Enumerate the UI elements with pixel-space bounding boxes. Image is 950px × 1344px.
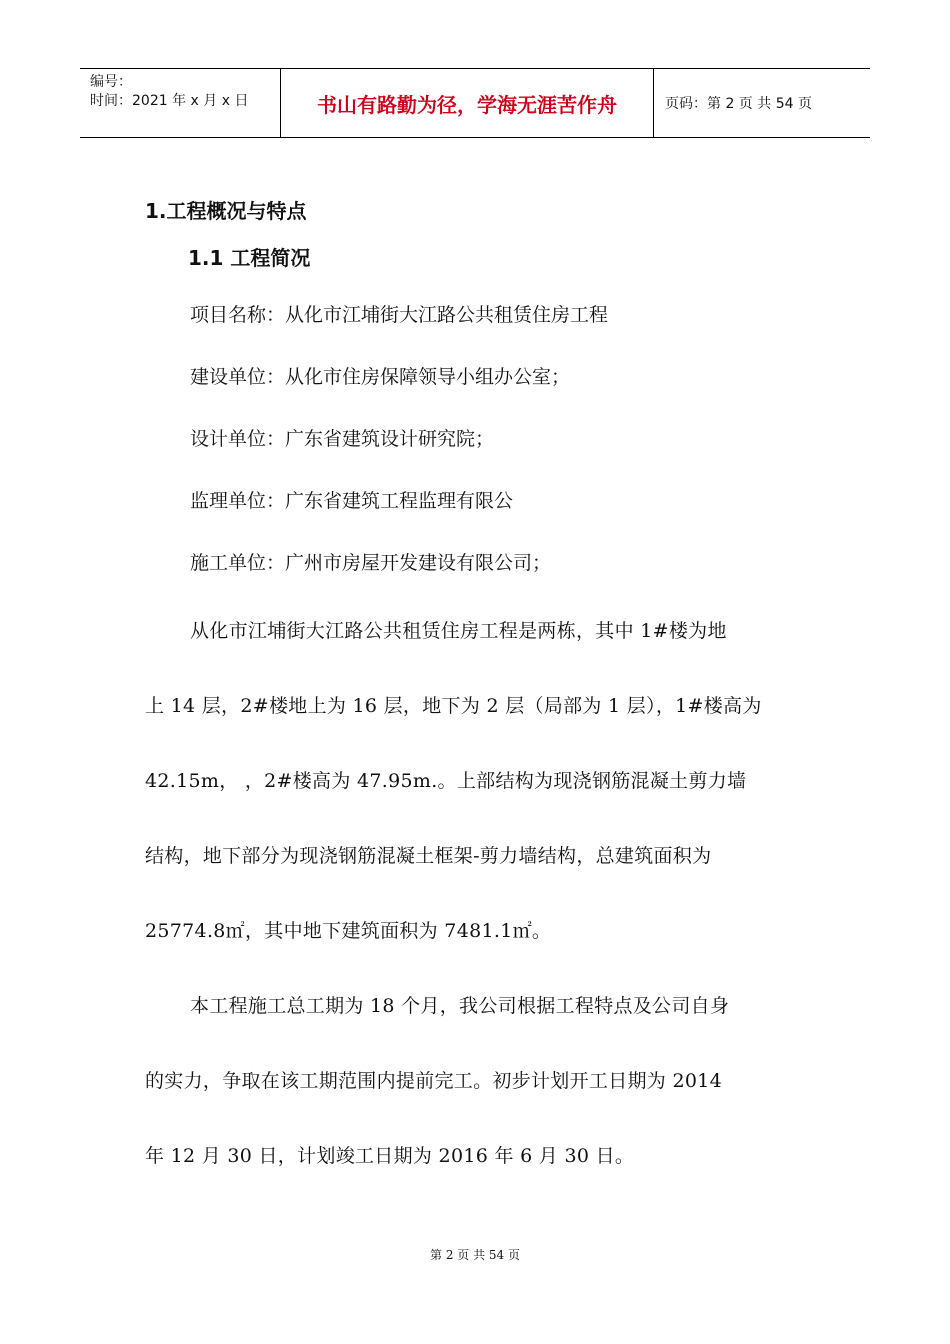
info-project-name: 项目名称：从化市江埔街大江路公共租赁住房工程: [190, 304, 609, 326]
info-design-unit: 设计单位：广东省建筑设计研究院；: [190, 428, 495, 450]
subsection-heading: 1.1 工程简况: [188, 246, 311, 270]
paragraph-line: 年 12 月 30 日，计划竣工日期为 2016 年 6 月 30 日。: [145, 1145, 635, 1167]
page-header: [80, 68, 870, 138]
document-date-label: 时间：2021 年 x 月 x 日: [90, 93, 249, 109]
paragraph-line: 本工程施工总工期为 18 个月，我公司根据工程特点及公司自身: [190, 995, 730, 1017]
paragraph-line: 的实力，争取在该工期范围内提前完工。初步计划开工日期为 2014: [145, 1070, 722, 1092]
paragraph-line: 上 14 层，2#楼地上为 16 层，地下为 2 层（局部为 1 层），1#楼高为: [145, 695, 762, 717]
section-heading: 1.工程概况与特点: [145, 199, 307, 223]
header-page-info: 页码：第 2 页 共 54 页: [665, 96, 812, 112]
info-construction-unit: 建设单位：从化市住房保障领导小组办公室；: [190, 366, 571, 388]
header-motto: 书山有路勤为径，学海无涯苦作舟: [281, 69, 654, 137]
paragraph-line: 42.15m， ，2#楼高为 47.95m.。上部结构为现浇钢筋混凝土剪力墙: [145, 770, 747, 792]
info-contractor: 施工单位：广州市房屋开发建设有限公司；: [190, 552, 552, 574]
schedule-paragraph: [145, 969, 810, 1194]
paragraph-line: 从化市江埔街大江路公共租赁住房工程是两栋，其中 1#楼为地: [190, 620, 727, 642]
project-info-list: [145, 284, 810, 594]
page-footer: 第 2 页 共 54 页: [430, 1248, 520, 1262]
paragraph-line: 结构，地下部分为现浇钢筋混凝土框架-剪力墙结构，总建筑面积为: [145, 845, 712, 867]
document-body: [145, 190, 810, 1194]
paragraph-line: 25774.8㎡，其中地下建筑面积为 7481.1㎡。: [145, 920, 552, 942]
header-meta: [80, 69, 281, 137]
document-number-label: 编号：: [90, 74, 132, 90]
info-supervision-unit: 监理单位：广东省建筑工程监理有限公: [190, 490, 514, 512]
overview-paragraph: [145, 594, 810, 969]
